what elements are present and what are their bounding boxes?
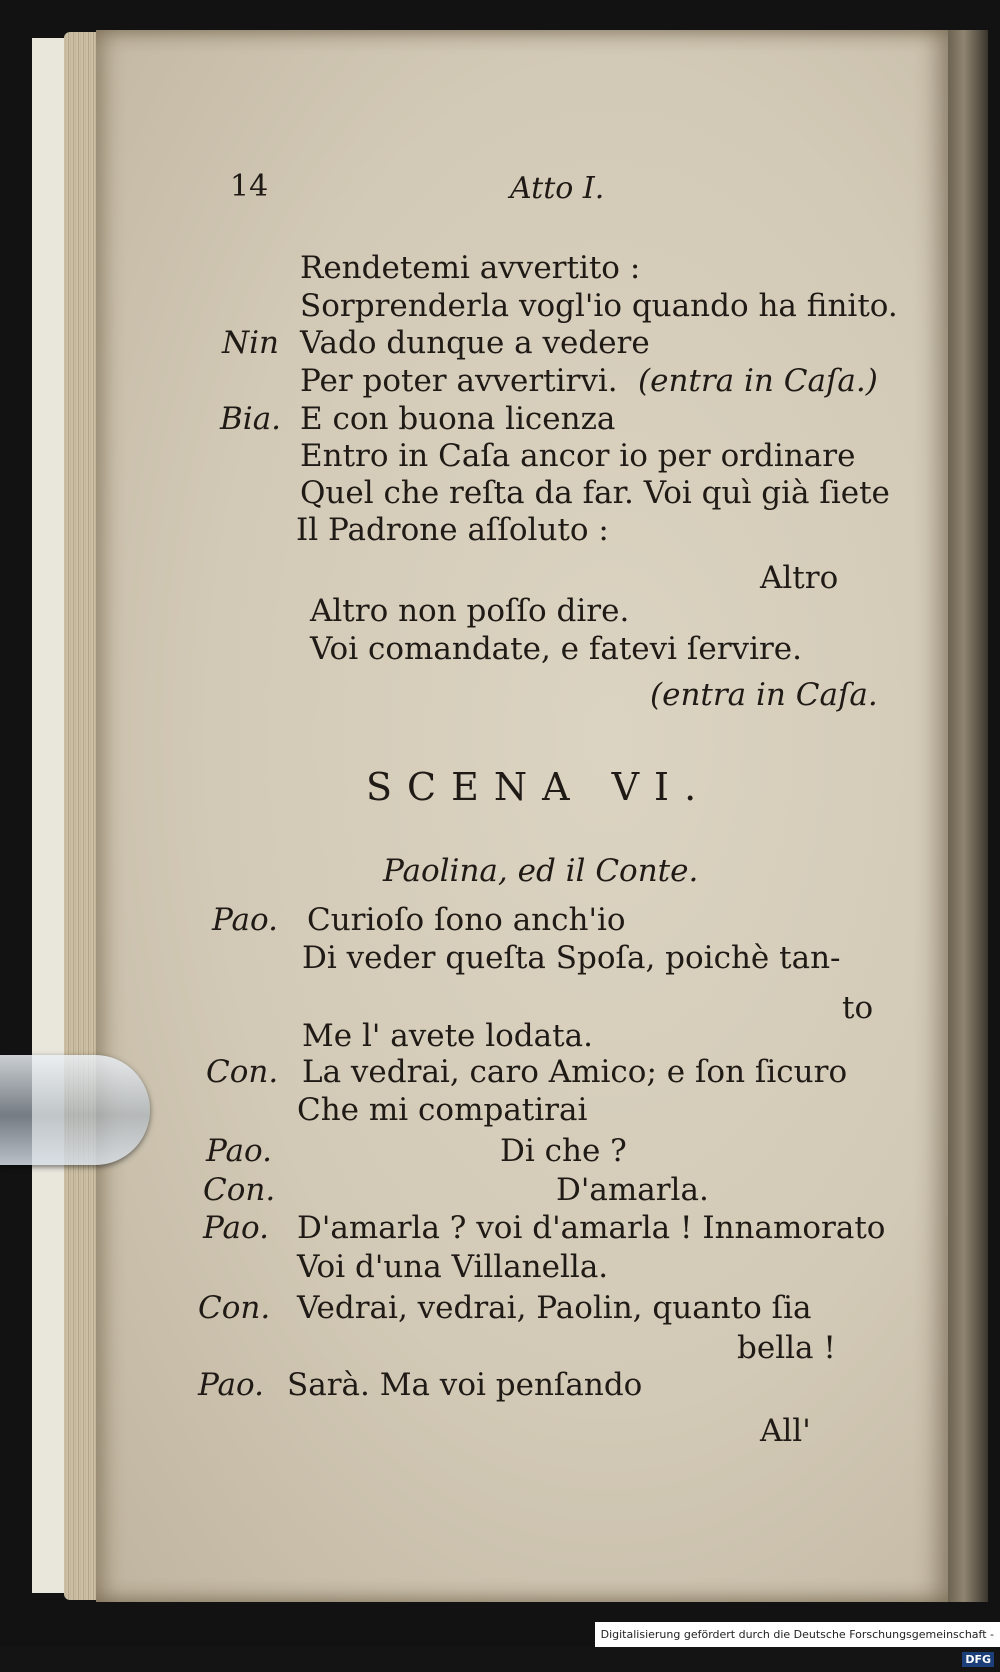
speaker-label: Pao. <box>203 1210 269 1246</box>
text-line: Di veder queſta Spoſa, poichè tan- <box>302 940 841 976</box>
page-gutter-shadow <box>948 30 988 1602</box>
scene-characters: Paolina, ed il Conte. <box>383 853 699 889</box>
text-line: Sarà. Ma voi penſando <box>287 1367 643 1403</box>
page-number: 14 <box>230 169 269 204</box>
speaker-label: Nin <box>222 325 280 361</box>
text-line: La vedrai, caro Amico; e ſon ſicuro <box>302 1054 848 1090</box>
speaker-label: Con. <box>206 1054 279 1090</box>
text-line: E con buona licenza <box>300 401 616 437</box>
speaker-label: Con. <box>203 1172 276 1208</box>
running-title: Atto I. <box>510 171 605 206</box>
text-line: Sorprenderla vogl'io quando ha finito. <box>300 288 898 324</box>
text-line: Altro <box>760 560 839 596</box>
text-line: Che mi compatirai <box>297 1092 588 1128</box>
text-line: Il Padrone aſſoluto : <box>296 512 609 548</box>
text-line: D'amarla ? voi d'amarla ! Innamorato <box>297 1210 886 1246</box>
speaker-label: Pao. <box>198 1367 264 1403</box>
dfg-logo: DFG <box>962 1652 994 1667</box>
text-line: All' <box>760 1413 811 1449</box>
text-line: D'amarla. <box>556 1172 709 1208</box>
text-line: Voi comandate, e fatevi ſervire. <box>310 631 803 667</box>
text-line: bella ! <box>737 1330 836 1366</box>
speaker-label: Pao. <box>206 1133 272 1169</box>
text-line: Per poter avvertirvi. <box>300 363 618 399</box>
text-line: Vedrai, vedrai, Paolin, quanto ſia <box>297 1290 812 1326</box>
speaker-label: Bia. <box>220 401 282 437</box>
text-line: Quel che reſta da far. Voi quì già ſiete <box>300 475 890 511</box>
text-line: Entro in Caſa ancor io per ordinare <box>300 438 856 474</box>
page-holder-clip <box>0 1055 150 1165</box>
stage-direction: (entra in Caſa. <box>650 677 878 713</box>
text-line: Rendetemi avvertito : <box>300 250 641 286</box>
digitization-credit <box>595 1622 1000 1666</box>
text-line: Curioſo ſono anch'io <box>307 902 626 938</box>
stage-direction: (entra in Caſa.) <box>638 363 878 399</box>
speaker-label: Pao. <box>212 902 278 938</box>
text-line: Voi d'una Villanella. <box>297 1249 609 1285</box>
scene-heading: SCENA VI. <box>366 765 712 809</box>
speaker-label: Con. <box>198 1290 271 1326</box>
text-line: Di che ? <box>500 1133 627 1169</box>
text-line: Me l' avete lodata. <box>302 1018 593 1054</box>
text-line: Vado dunque a vedere <box>300 325 650 361</box>
text-line: Altro non poſſo dire. <box>310 593 630 629</box>
text-line: to <box>842 990 874 1026</box>
credit-text: Digitalisierung gefördert durch die Deutsche Forschungsgemeinschaft - <box>600 1628 994 1641</box>
